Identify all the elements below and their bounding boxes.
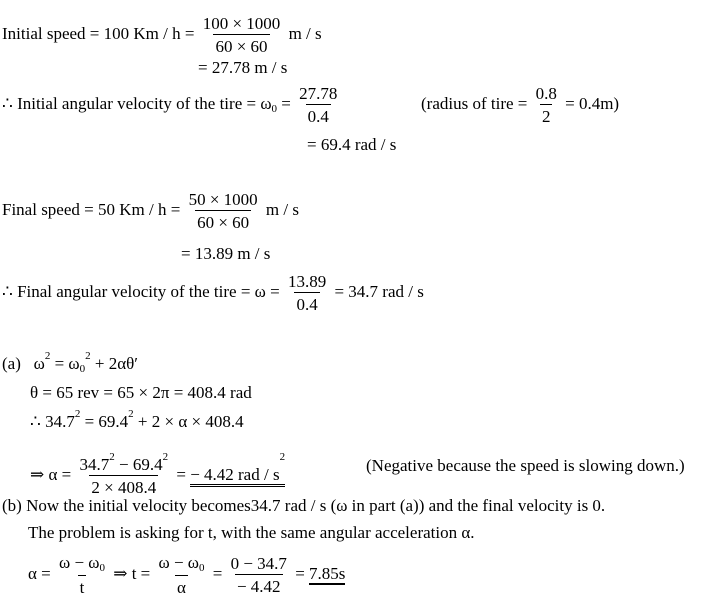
- fraction-denominator: 60 × 60: [195, 210, 251, 232]
- fraction-numerator: [57, 553, 107, 575]
- alpha-fraction: [78, 451, 171, 497]
- superscript: 2: [162, 451, 169, 463]
- term: ω − ω: [59, 553, 100, 572]
- omega-subscript: 0: [271, 102, 278, 115]
- final-angular-velocity-rhs: = 34.7 rad / s: [334, 281, 424, 301]
- initial-angular-velocity-result: = 69.4 rad / s: [307, 135, 397, 154]
- plus-term: + 2αθ′: [94, 354, 138, 373]
- final-speed-lhs: Final speed = 50 Km / h =: [2, 199, 181, 219]
- part-a-equation-2: θ = 65 rev = 65 × 2π = 408.4 rad: [30, 383, 252, 402]
- part-a-equation-1: [2, 350, 138, 375]
- fraction-numerator: [78, 451, 171, 475]
- term: 34.7: [79, 455, 110, 474]
- final-speed-fraction: [187, 190, 260, 232]
- superscript: 2: [279, 451, 286, 463]
- equals-sign: =: [281, 93, 291, 113]
- alpha-result: [190, 451, 286, 487]
- initial-angular-velocity-lhs: ∴ Initial angular velocity of the tire = ω: [2, 93, 272, 113]
- term: − 69.4: [119, 455, 163, 474]
- unit: m / s: [265, 199, 299, 219]
- final-speed-result: = 13.89 m / s: [181, 244, 271, 263]
- fraction-denominator: 0.4: [306, 104, 331, 126]
- initial-speed-lhs: Initial speed = 100 Km / h =: [2, 23, 195, 43]
- fraction-numerator: 100 × 1000: [202, 14, 281, 33]
- fraction-numerator: 27.78: [299, 84, 338, 103]
- fraction-denominator: α: [175, 575, 188, 597]
- superscript: 2: [44, 350, 51, 362]
- part-b-line-1: (b) Now the initial velocity becomes34.7 rad / s (ω in part (a)) and the final velocity is 0.: [2, 496, 606, 515]
- fraction-numerator: 13.89: [287, 272, 327, 291]
- fraction-denominator: 60 × 60: [213, 34, 269, 56]
- t-numeric-fraction: [229, 554, 289, 596]
- term: ω − ω: [158, 553, 199, 572]
- initial-angular-velocity-fraction: [297, 84, 339, 126]
- fraction-numerator: 50 × 1000: [188, 190, 258, 209]
- final-speed-equation: [2, 190, 299, 232]
- fraction-denominator: 0.4: [294, 292, 319, 314]
- initial-speed-equation: [2, 14, 322, 56]
- term: + 2 × α × 408.4: [137, 412, 244, 431]
- part-a-equation-3: [30, 408, 244, 432]
- subscript: 0: [199, 562, 205, 574]
- part-a-label: (a): [2, 354, 21, 373]
- part-a-equation-4: [30, 451, 286, 497]
- fraction-denominator: t: [78, 575, 87, 597]
- equals-sign: =: [295, 563, 305, 583]
- part-b-equation: [28, 553, 345, 597]
- final-angular-velocity-lhs: ∴ Final angular velocity of the tire = ω =: [2, 281, 280, 301]
- equals-sign: =: [212, 563, 223, 583]
- fraction-denominator: 2 × 408.4: [89, 475, 158, 497]
- final-angular-velocity-equation: [2, 272, 424, 314]
- subscript: 0: [79, 363, 86, 375]
- term: = 69.4: [84, 412, 129, 431]
- negative-note: (Negative because the speed is slowing down.): [366, 456, 685, 475]
- alpha-definition-fraction: [57, 553, 107, 597]
- alpha-lhs: ⇒ α =: [30, 464, 72, 484]
- omega: ω: [33, 354, 45, 373]
- radius-note: [421, 84, 619, 126]
- initial-speed-result: = 27.78 m / s: [198, 58, 288, 77]
- t-definition-fraction: [157, 553, 207, 597]
- term: ∴ 34.7: [30, 412, 75, 431]
- radius-note-prefix: (radius of tire =: [421, 93, 528, 113]
- final-angular-velocity-fraction: [286, 272, 328, 314]
- equals-sign: =: [176, 464, 186, 484]
- alpha-lhs: α =: [28, 563, 51, 583]
- superscript: 2: [109, 451, 115, 463]
- implies-t: ⇒ t =: [113, 563, 151, 583]
- initial-speed-fraction: [201, 14, 283, 56]
- t-result: 7.85s: [309, 563, 346, 583]
- unit: m / s: [288, 23, 322, 43]
- initial-angular-velocity-equation: [2, 84, 341, 126]
- fraction-denominator: 2: [540, 104, 553, 126]
- fraction-numerator: 0 − 34.7: [230, 554, 287, 573]
- equals-omega: = ω: [54, 354, 80, 373]
- radius-fraction: [534, 84, 559, 126]
- superscript: 2: [128, 408, 134, 420]
- superscript: 2: [85, 350, 91, 362]
- radius-note-suffix: = 0.4m): [565, 93, 620, 113]
- superscript: 2: [74, 408, 81, 420]
- subscript: 0: [99, 562, 105, 574]
- alpha-value: − 4.42 rad / s: [190, 464, 280, 484]
- fraction-denominator: − 4.42: [235, 574, 283, 596]
- fraction-numerator: 0.8: [535, 84, 557, 103]
- part-b-line-2: The problem is asking for t, with the same angular acceleration α.: [28, 523, 475, 542]
- fraction-numerator: [157, 553, 207, 575]
